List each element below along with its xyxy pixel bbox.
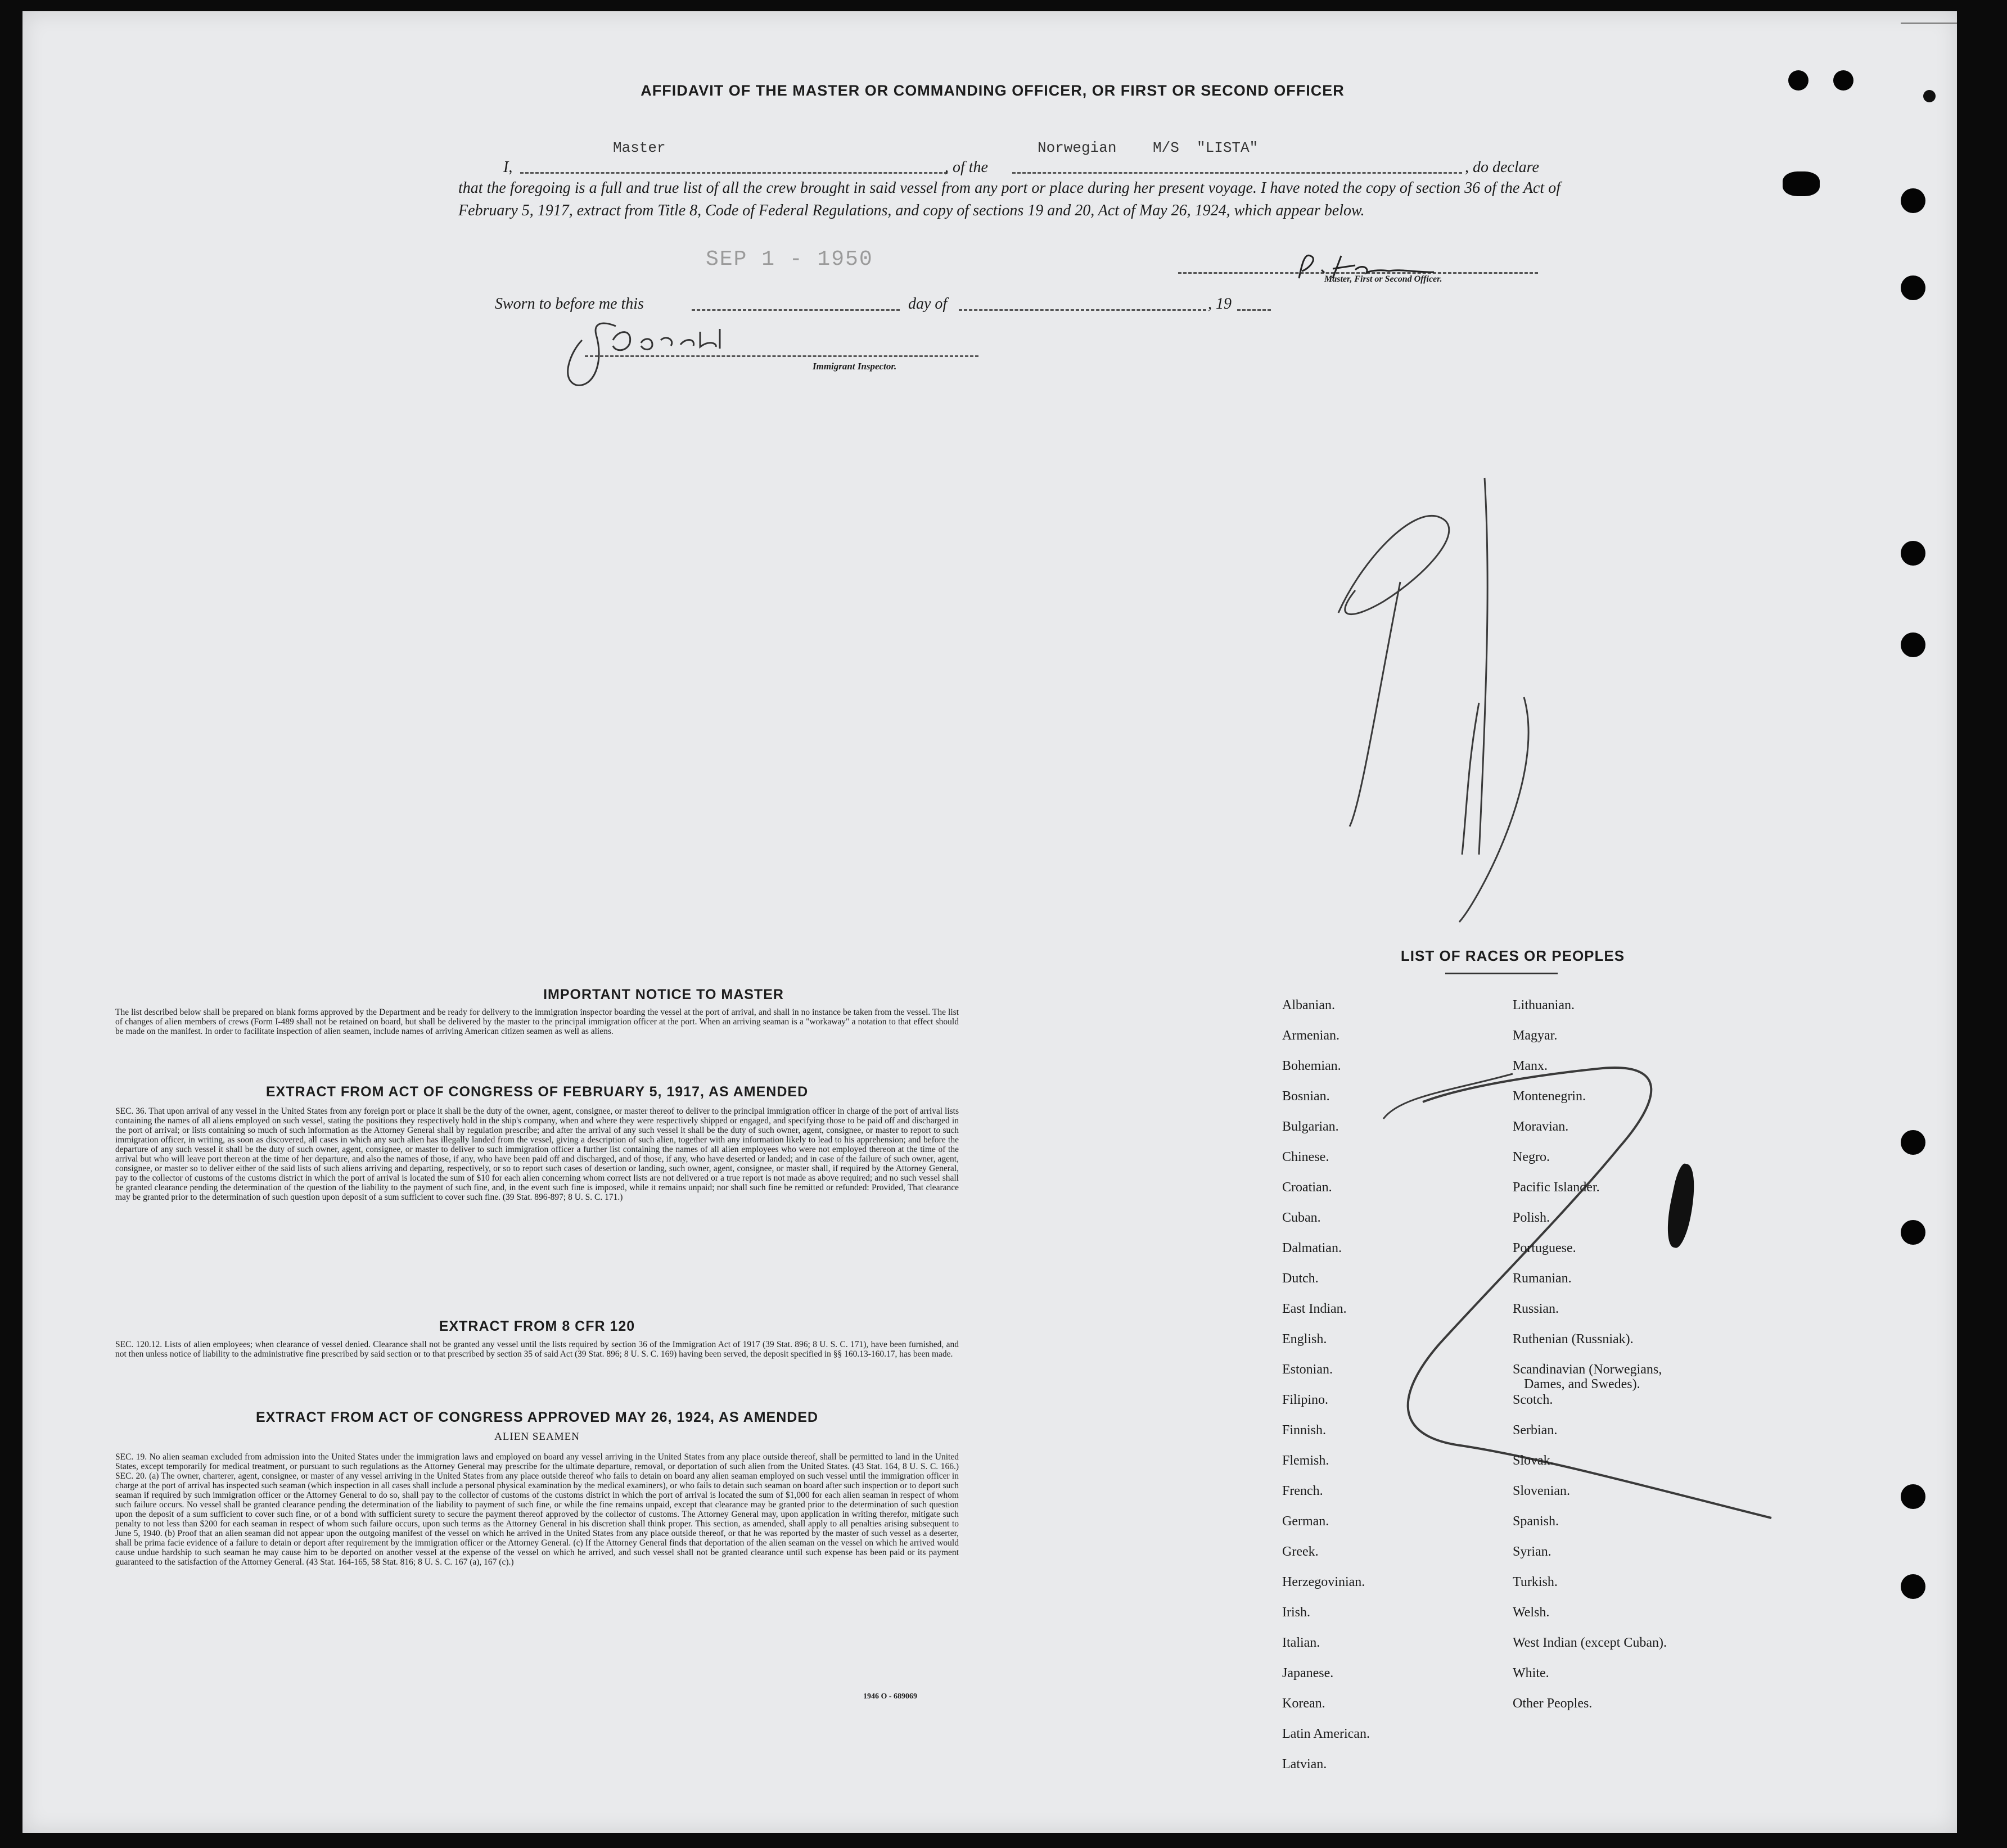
race-item: Japanese. (1282, 1666, 1334, 1680)
affidavit-title: AFFIDAVIT OF THE MASTER OR COMMANDING OFFICER, OR FIRST OR SECOND OFFICER (641, 82, 1345, 99)
race-item: Montenegrin. (1513, 1089, 1586, 1104)
extract-1924-title: EXTRACT FROM ACT OF CONGRESS APPROVED MAY 26, 1924, AS AMENDED (255, 1409, 819, 1425)
race-item: French. (1282, 1484, 1323, 1498)
race-item: East Indian. (1282, 1302, 1347, 1316)
date-stamp: SEP 1 - 1950 (706, 247, 873, 272)
race-item: Italian. (1282, 1635, 1320, 1650)
race-item: Armenian. (1282, 1028, 1339, 1043)
race-item: Croatian. (1282, 1180, 1332, 1195)
race-item: Latin American. (1282, 1727, 1370, 1741)
binder-hole (1901, 1484, 1925, 1509)
race-item: Dames, and Swedes). (1524, 1377, 1640, 1391)
race-item: Latvian. (1282, 1757, 1327, 1772)
race-item: Turkish. (1513, 1575, 1558, 1589)
race-item: Korean. (1282, 1696, 1325, 1711)
race-item: Moravian. (1513, 1119, 1569, 1134)
binder-hole (1901, 541, 1925, 566)
race-item: Magyar. (1513, 1028, 1558, 1043)
of-the-label: , of the (945, 159, 988, 176)
binder-hole (1901, 632, 1925, 657)
sworn-year-line (1237, 304, 1271, 311)
handwritten-numeral-2 (1366, 1051, 1783, 1535)
binder-hole (1901, 1130, 1925, 1155)
signature-caption: Master, First or Second Officer. (1324, 274, 1442, 284)
binder-hole (1901, 275, 1925, 300)
race-item: Negro. (1513, 1150, 1550, 1164)
sworn-month-line (959, 304, 1206, 311)
race-item: Slovak. (1513, 1453, 1554, 1468)
binder-hole (1788, 70, 1808, 91)
print-code: 1946 O - 689069 (863, 1692, 918, 1701)
race-item: Bulgarian. (1282, 1119, 1339, 1134)
race-item: Welsh. (1513, 1605, 1550, 1620)
race-item: Herzegovinian. (1282, 1575, 1365, 1589)
binder-hole (1901, 188, 1925, 213)
race-item: Bohemian. (1282, 1059, 1341, 1073)
race-item: Finnish. (1282, 1423, 1327, 1438)
race-item: Cuban. (1282, 1210, 1321, 1225)
typed-nationality: Norwegian (1038, 139, 1117, 156)
extract-1917-text: SEC. 36. That upon arrival of any vessel in the United States from any foreign port or place it shall be the duty of the owner, agent, consignee, or master thereof to deliver to the principal immigration officer in charge of the port of arrival lists containing the names of all aliens employed on such vessel, stating the positions they respectively hold in the ship's company, when and where they were respectively shipped or engaged, and specifying those to be paid off and discharged in the port of arrival; or lists containing so much of such information as the Attorney General shall by regulation prescribe; and after the arrival of any such vessel it shall be the duty of such owner, agent, consignee, or master to report to such immigration officer, in writing, as soon as discovered, all cases in which any such alien has illegally landed from the vessel, giving a description of such alien, together with any information likely to lead to his apprehension; and before the departure of any such vessel it shall be the duty of such owner, agent, consignee, or master to deliver to such immigration officer a further list containing the names of all alien employees who were not employed thereon at the time of the arrival but who will leave port thereon at the time of her departure, and also the names of those, if any, who have been paid off and discharged, and of those, if any, who have deserted or landed; and in case of the failure of such owner, agent, consignee, or master so to deliver either of the said lists of such aliens arriving and departing, respectively, or so to report such cases of desertion or landing, such owner, agent, consignee, or master shall, if required by the Attorney General, pay to the collector of customs of the customs district in which the port of arrival is located the sum of $10 for each alien concerning whom correct lists are not delivered or a true report is not made as above required; and no such vessel shall be granted clearance pending the determination of the question of the liability to the payment of such fine, and, in the event such fine is imposed, while it remains unpaid; nor shall such fine be remitted or refunded: Provided, That clearance may be granted prior to the determination of such question upon deposit of a sum sufficient to cover such fine. (39 Stat. 896-897; 8 U. S. C. 171.) (115, 1106, 959, 1202)
race-item: Lithuanian. (1513, 998, 1575, 1013)
race-item: Dalmatian. (1282, 1241, 1342, 1255)
extract-cfr-title: EXTRACT FROM 8 CFR 120 (439, 1318, 635, 1334)
vessel-line (1012, 164, 1462, 174)
race-item: White. (1513, 1666, 1549, 1680)
races-title: LIST OF RACES OR PEOPLES (1400, 947, 1625, 964)
extract-1924-subtitle: ALIEN SEAMEN (494, 1431, 580, 1443)
binder-hole (1833, 70, 1853, 91)
extract-1924-text: SEC. 19. No alien seaman excluded from admission into the United States under the immigration laws and employed on board any vessel arriving in the United States from any place outside thereof, shall be permitted to land in the United States, except temporarily for medical treatment, or pursuant to such regulations as the Attorney General may prescribe for the ultimate departure, removal, or deportation of such alien from the United States. (43 Stat. 164, 8 U. S. C. 166.) SEC. 20. (a) The owner, charterer, agent, consignee, or master of any vessel arriving in the United States from any place outside thereof who fails to detain on board any alien seaman employed on such vessel until the immigration officer in charge at the port of arrival has inspected such seaman (which inspection in all cases shall include a personal physical examination by the medical examiners), or who fails to detain such seaman on board after such inspection or to deport such seaman if required by such immigration officer or the Attorney General to do so, shall pay to the collector of customs of the customs district in which the port of arrival is located the sum of $1,000 for each alien seaman in respect of whom such failure occurs. No vessel shall be granted clearance pending the determination of the liability to payment of such fine, or while the fine remains unpaid, except that clearance may be granted prior to the determination of such question upon the deposit of a sum sufficient to cover such fine, or of a bond with sufficient surety to secure the payment thereof approved by the collector of customs. The Attorney General may, upon application in writing therefor, mitigate such penalty to not less than $200 for each seaman in respect of whom such failure occurs, upon such terms as the Attorney General in his discretion shall think proper. This section, as amended, shall apply to all penalties arising subsequent to June 5, 1940. (b) Proof that an alien seaman did not appear upon the outgoing manifest of the vessel on which he arrived in the United States from any place outside thereof, or that he was reported by the master of such vessel as a deserter, shall be prima facie evidence of a failure to detain or deport after requirement by the immigration officer or the Attorney General. (c) If the Attorney General finds that deportation of the alien seaman on the vessel on which he arrived would cause undue hardship to such seaman he may cause him to be deported on another vessel at the expense of the vessel on which he arrived, and such vessel shall not be granted clearance until such expense has been paid or its payment guaranteed to the satisfaction of the Attorney General. (43 Stat. 164-165, 58 Stat. 816; 8 U. S. C. 167 (a), 167 (c).) (115, 1452, 959, 1567)
race-item: Greek. (1282, 1544, 1319, 1559)
affidavit-prefix: I, (503, 159, 513, 176)
race-item: Dutch. (1282, 1271, 1319, 1286)
race-item: Flemish. (1282, 1453, 1329, 1468)
name-line (520, 164, 948, 174)
binder-hole (1901, 1220, 1925, 1245)
race-item: Bosnian. (1282, 1089, 1330, 1104)
race-item: Irish. (1282, 1605, 1310, 1620)
typed-master: Master (613, 139, 666, 156)
race-item: Syrian. (1513, 1544, 1552, 1559)
typed-vessel-name: M/S "LISTA" (1153, 139, 1259, 156)
race-item: Rumanian. (1513, 1271, 1572, 1286)
race-item: Slovenian. (1513, 1484, 1570, 1498)
races-title-rule (1445, 973, 1558, 974)
race-item: Estonian. (1282, 1362, 1333, 1377)
affidavit-body: that the foregoing is a full and true list of all the crew brought in said vessel from any port or place during her present voyage. I have noted the copy of section 36 of the Act of February 5, 1917, extract from Title 8, Code of Federal Regulations, and copy of sections 19 and 20, Act of May 26, 1924, which appear below. (458, 179, 1561, 219)
extract-cfr-text: SEC. 120.12. Lists of alien employees; when clearance of vessel denied. Clearance shall not be granted any vessel until the lists required by section 36 of the Immigration Act of 1917 (39 Stat. 896; 8 U. S. C. 171), have been furnished, and not then unless notice of liability to the administrative fine prescribed by said section or to that prescribed by section 35 of said Act (39 Stat. 896; 8 U. S. C. 169) having been served, the deposit specified in §§ 160.13-160.17, has been made. (115, 1340, 959, 1359)
notice-title: IMPORTANT NOTICE TO MASTER (543, 987, 784, 1002)
race-item: Serbian. (1513, 1423, 1558, 1438)
year-label: , 19 (1208, 295, 1232, 313)
inspector-caption: Immigrant Inspector. (813, 361, 897, 372)
handwritten-number-mark (1316, 461, 1698, 967)
race-item: Polish. (1513, 1210, 1550, 1225)
race-item: Chinese. (1282, 1150, 1329, 1164)
race-item: West Indian (except Cuban). (1513, 1635, 1667, 1650)
notice-text: The list described below shall be prepared on blank forms approved by the Department and be ready for delivery to the immigration inspector boarding the vessel at the port of arrival, and shall in no instance be taken from the vessel. The list of changes of alien members of crews (Form I-489 shall not be retained on board, but shall be delivered by the master to the principal immigration officer at the port. When an arriving seaman is a "workaway" a notation to that effect should be made on the manifest. In order to facilitate inspection of alien seamen, include names of arriving American citizen seamen as well as aliens. (115, 1007, 959, 1036)
binder-hole (1901, 1574, 1925, 1599)
race-item: Scandinavian (Norwegians, (1513, 1362, 1662, 1377)
race-item: Albanian. (1282, 998, 1335, 1013)
corner-mark (1923, 90, 1936, 102)
document-page (22, 11, 1957, 1833)
race-item: Russian. (1513, 1302, 1559, 1316)
race-item: Scotch. (1513, 1393, 1553, 1407)
race-item: Other Peoples. (1513, 1696, 1593, 1711)
race-item: Spanish. (1513, 1514, 1559, 1529)
race-item: German. (1282, 1514, 1329, 1529)
race-item: Ruthenian (Russniak). (1513, 1332, 1634, 1347)
race-item: Portuguese. (1513, 1241, 1576, 1255)
race-item: Manx. (1513, 1059, 1548, 1073)
declare-label: , do declare (1465, 159, 1539, 176)
day-of-label: day of (908, 295, 948, 313)
inspector-line (585, 349, 978, 357)
corner-rule (1901, 22, 1957, 24)
sworn-day-line (692, 304, 900, 311)
binder-hole (1783, 171, 1820, 196)
race-item: Filipino. (1282, 1393, 1329, 1407)
extract-1917-title: EXTRACT FROM ACT OF CONGRESS OF FEBRUARY 5, 1917, AS AMENDED (265, 1084, 809, 1100)
race-item: English. (1282, 1332, 1327, 1347)
sworn-label: Sworn to before me this (495, 295, 644, 313)
race-item: Pacific Islander. (1513, 1180, 1600, 1195)
